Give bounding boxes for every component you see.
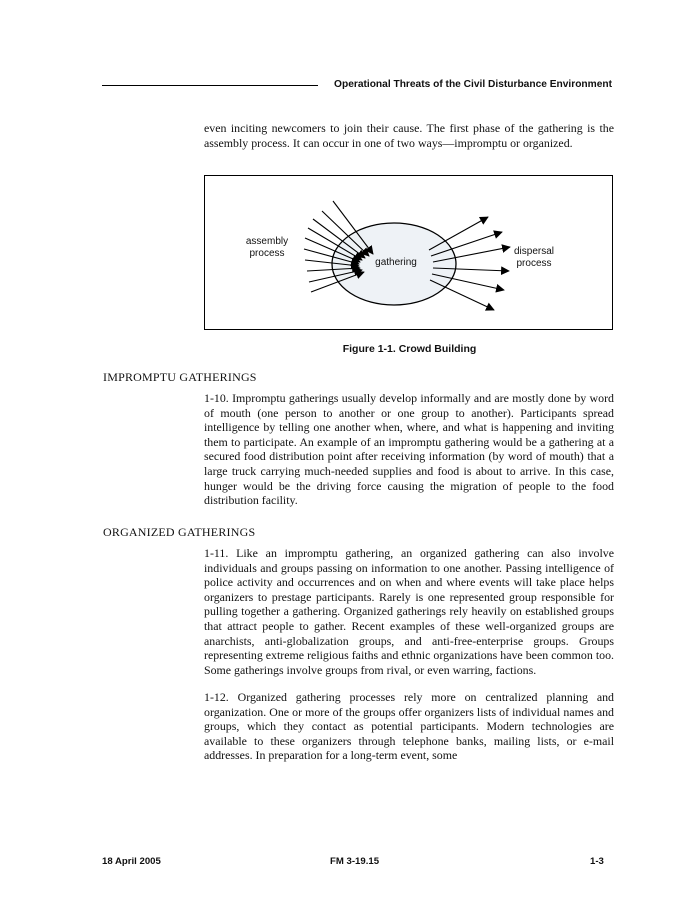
header-rule: [102, 85, 318, 86]
footer-page-number: 1-3: [590, 856, 604, 867]
figure-crowd-building: [204, 175, 613, 330]
dispersal-label-line1: dispersal: [513, 246, 555, 257]
outgoing-arrow: [430, 280, 494, 310]
intro-paragraph: even inciting newcomers to join their cause. The first phase of the gathering is the assembly process. It can occur in one of two ways—impromptu or organized.: [204, 121, 614, 150]
paragraph-1-12: 1-12. Organized gathering processes rely more on centralized planning and organization. One or more of the groups offer organizers lists of individual names and groups, which they contact as potential participants. Modern technologies are available to these organizers through telephone banks, mailing lists, or e-mail addresses. In preparation for a long-term event, some: [204, 690, 614, 763]
section-heading-organized: ORGANIZED GATHERINGS: [103, 525, 256, 539]
crowd-building-diagram: [205, 176, 612, 329]
paragraph-1-11: 1-11. Like an impromptu gathering, an organized gathering can also involve individuals and groups passing on information to one another. Passing intelligence of police activity and occurrences and on when and where events will take place helps organizers to prestage participants. Rarely is one represented group responsible for pulling together a gathering. Organized gatherings rely heavily on established groups that attract people to gather. Recent examples of these well-organized groups are anarchists, anti-globalization groups, and anti-free-enterprise groups. Groups representing extreme religious faiths and ethnic organizations have been common too. Some gatherings involve groups from rival, or even warring, factions.: [204, 546, 614, 677]
outgoing-arrow: [429, 217, 488, 250]
paragraph-1-10: 1-10. Impromptu gatherings usually develop informally and are mostly done by word of mouth (one person to another or one group to another). Participants spread intelligence by telling one another when, where, and what is happening and inviting them to participate. An example of an impromptu gathering would be a gathering at a secured food distribution point after receiving information (by word of mouth) that a large truck carrying much-needed supplies and food is about to arrive. In this case, hunger would be the driving force causing the migration of people to the food distribution facility.: [204, 391, 614, 508]
gathering-label: gathering: [375, 257, 417, 268]
dispersal-label-line2: process: [516, 258, 552, 269]
section-heading-impromptu: IMPROMPTU GATHERINGS: [103, 370, 257, 384]
running-header: Operational Threats of the Civil Disturbance Environment: [334, 79, 612, 90]
footer-manual-number: FM 3-19.15: [330, 856, 380, 867]
figure-caption: Figure 1-1. Crowd Building: [342, 343, 477, 355]
footer-date: 18 April 2005: [102, 856, 161, 867]
assembly-label-line2: process: [249, 248, 285, 259]
assembly-label-line1: assembly: [245, 236, 289, 247]
